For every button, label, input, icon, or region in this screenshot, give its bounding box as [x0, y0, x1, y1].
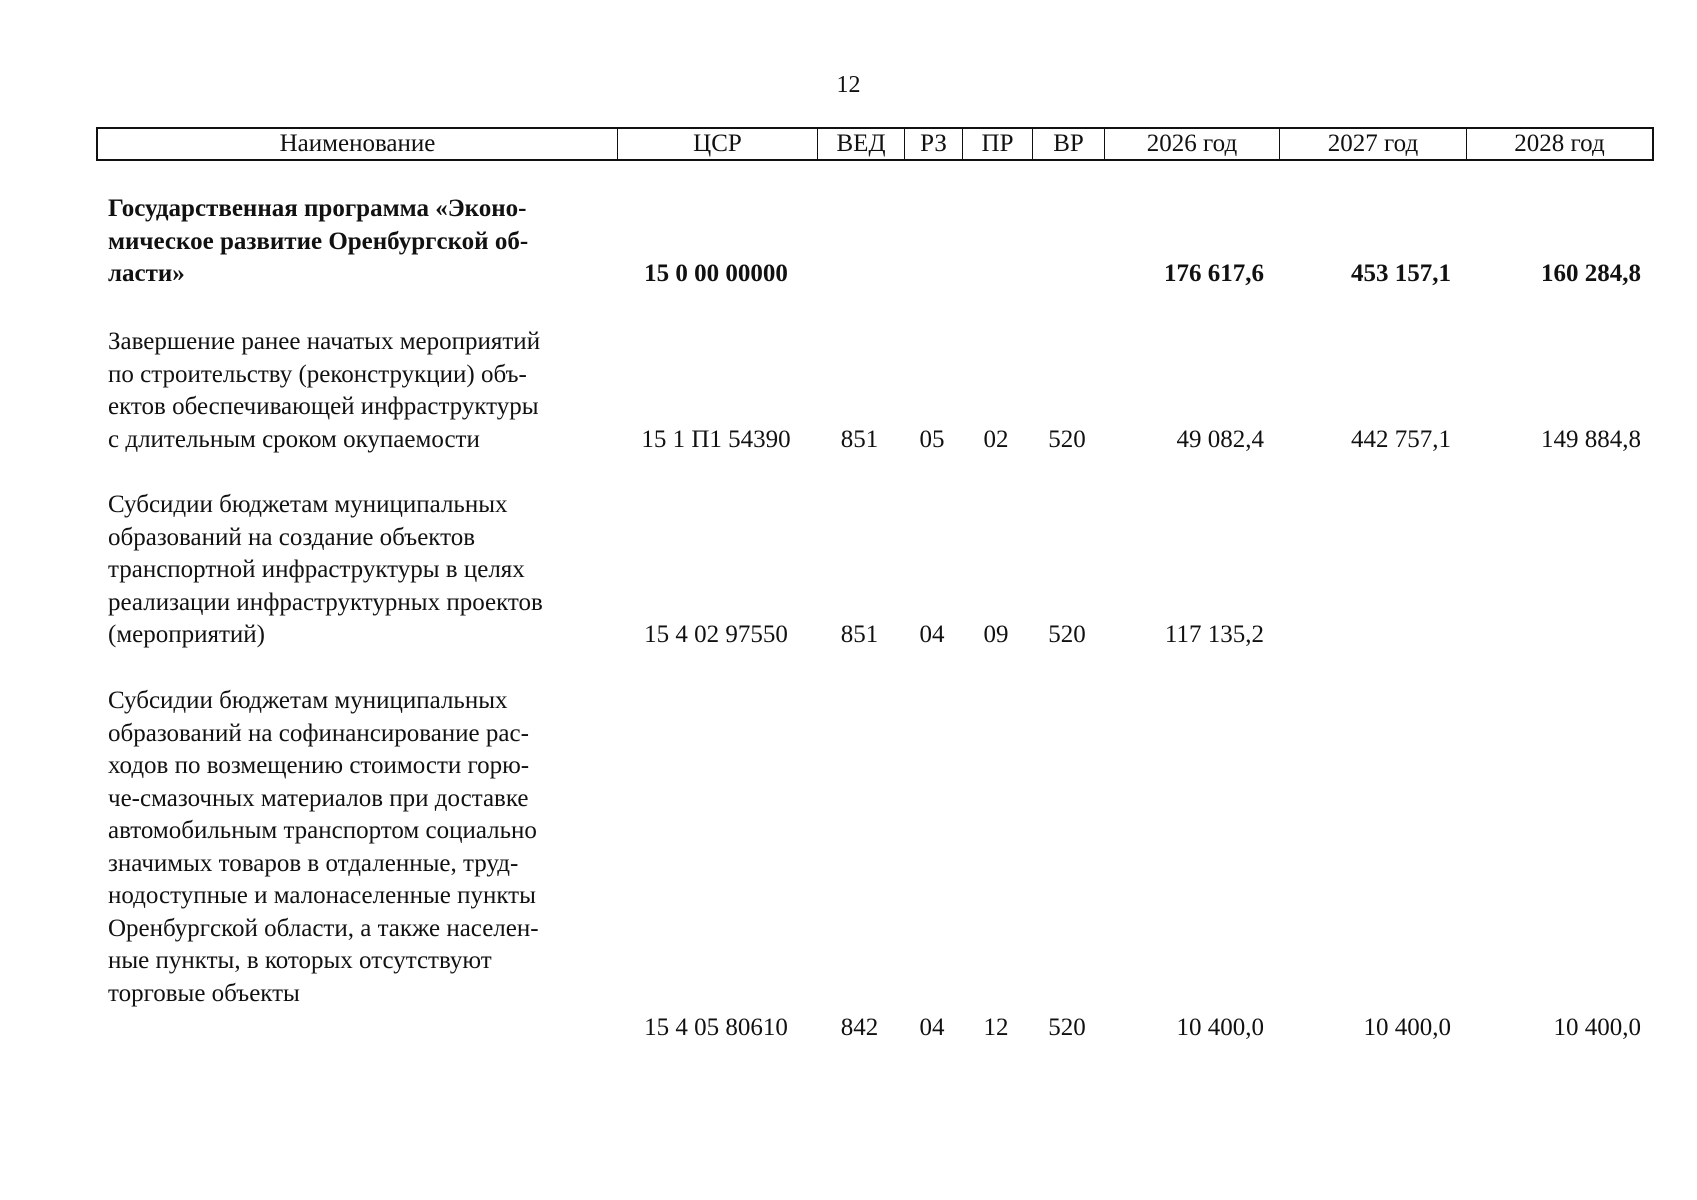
- row-2026: 49 082,4: [1176, 425, 1264, 453]
- row-2027: 453 157,1: [1351, 260, 1451, 287]
- row-2028: 149 884,8: [1541, 425, 1641, 453]
- row-rz: 05: [919, 425, 945, 453]
- row-name-line: нодоступные и малонаселенные пункты: [108, 882, 536, 909]
- row-2028: 160 284,8: [1541, 260, 1641, 287]
- row-pr: 02: [983, 425, 1009, 453]
- row-csr: 15 1 П1 54390: [641, 425, 791, 453]
- header-2028: 2028 год: [1514, 130, 1605, 157]
- row-name-line: Субсидии бюджетам муниципальных: [108, 491, 508, 518]
- row-name-line: образований на создание объектов: [108, 523, 476, 551]
- row-name-line: реализации инфраструктурных проектов: [108, 588, 543, 616]
- row-name-line: ные пункты, в которых отсутствуют: [108, 947, 492, 974]
- row-name-line: (мероприятий): [108, 621, 266, 648]
- row-rz: 04: [919, 621, 945, 648]
- header-csr: ЦСР: [618, 129, 818, 159]
- row-name-line: мическое развитие Оренбургской об-: [108, 227, 529, 255]
- header-vr: ВР: [1033, 129, 1105, 159]
- row-name-line: с длительным сроком окупаемости: [108, 425, 480, 453]
- row-name-line: транспортной инфраструктуры в целях: [108, 556, 525, 583]
- row-2026: 117 135,2: [1164, 621, 1264, 648]
- row-name-line: Оренбургской области, а также населен-: [108, 914, 539, 942]
- header-rz: РЗ: [905, 129, 963, 159]
- row-name-line: Субсидии бюджетам муниципальных: [108, 687, 508, 714]
- row-2026: 176 617,6: [1164, 260, 1264, 287]
- row-name: [108, 326, 613, 456]
- row-pr: 09: [983, 621, 1009, 648]
- header-ved: ВЕД: [818, 129, 905, 159]
- row-ved: 851: [840, 621, 879, 648]
- row-csr: 15 4 02 97550: [644, 621, 788, 648]
- row-name-line: образований на софинансирование рас-: [108, 719, 529, 747]
- row-ved: 851: [840, 425, 879, 453]
- table-header: [96, 127, 1654, 161]
- row-name-line: значимых товаров в отдаленные, труд-: [108, 849, 519, 877]
- row-name-line: по строительству (реконструкции) объ-: [108, 360, 527, 388]
- row-name-line: торговые объекты: [108, 979, 300, 1007]
- row-name-line: че-смазочных материалов при доставке: [108, 784, 529, 812]
- row-name: [108, 489, 613, 652]
- row-name-line: Завершение ранее начатых мероприятий: [108, 328, 541, 355]
- row-name-line: ходов по возмещению стоимости горю-: [108, 752, 530, 779]
- row-name: [108, 685, 613, 1010]
- page-number: 12: [836, 72, 861, 98]
- row-2028: 10 400,0: [1553, 1014, 1641, 1041]
- row-name: [108, 193, 613, 291]
- row-ved: 842: [840, 1014, 879, 1041]
- row-name-line: автомобильным транспортом социально: [108, 817, 537, 844]
- row-2026: 10 400,0: [1176, 1014, 1264, 1041]
- row-2027: 442 757,1: [1351, 425, 1451, 453]
- row-vr: 520: [1048, 425, 1086, 453]
- row-vr: 520: [1048, 1014, 1086, 1041]
- row-name-line: ласти»: [108, 260, 185, 287]
- row-rz: 04: [919, 1014, 945, 1041]
- row-2027: 10 400,0: [1363, 1014, 1451, 1041]
- header-name: Наименование: [98, 129, 618, 159]
- header-pr: ПР: [963, 129, 1033, 159]
- header-2026: 2026 год: [1105, 129, 1280, 159]
- row-name-line: Государственная программа «Эконо-: [108, 195, 527, 222]
- row-name-line: ектов обеспечивающей инфраструктуры: [108, 393, 539, 420]
- header-2027: 2027 год: [1280, 129, 1467, 159]
- row-csr: 15 4 05 80610: [644, 1014, 788, 1041]
- row-csr: 15 0 00 00000: [644, 260, 788, 287]
- row-pr: 12: [983, 1014, 1009, 1041]
- row-vr: 520: [1048, 621, 1086, 648]
